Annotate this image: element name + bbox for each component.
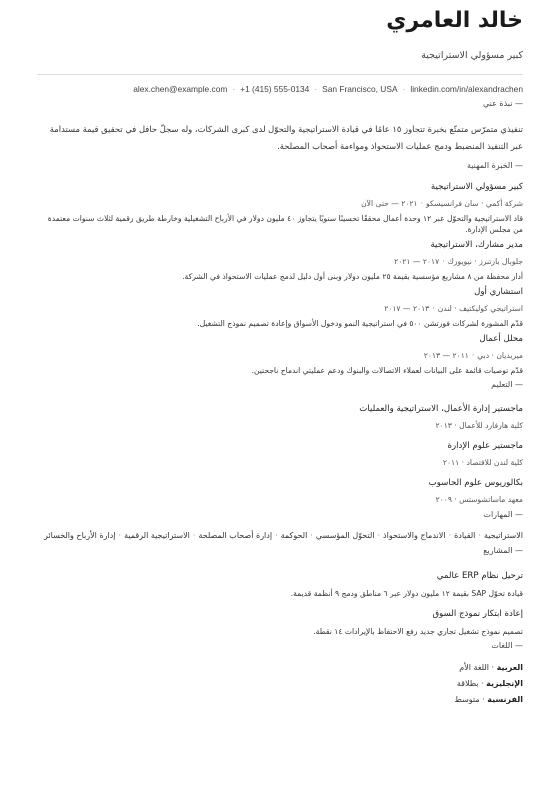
- skill-item: الاستراتيجية الرقمية: [124, 531, 190, 540]
- degree-title: ماجستير علوم الإدارة: [447, 441, 523, 451]
- degree-title: بكالوريوس علوم الحاسوب: [428, 478, 523, 488]
- section-heading-summary: — نبذة عني: [483, 99, 523, 108]
- section-heading-languages: — اللغات: [491, 641, 523, 650]
- job-description: قدّم توصيات قائمة على البيانات لعملاء الاتصالات والبنوك ودعم عمليتي اندماج ناجحتين.: [251, 366, 523, 375]
- skill-item: التحوّل المؤسسي: [315, 531, 375, 540]
- job-title: استشاري أول: [474, 287, 523, 297]
- skill-item: القيادة: [454, 531, 476, 540]
- email-link[interactable]: alex.chen@example.com: [133, 84, 228, 94]
- language-item: الإنجليزية · بطلاقة: [456, 679, 523, 688]
- experience-entry: [37, 333, 523, 376]
- job-meta: ميريديان · دبي·٢٠١١ — ٢٠١٣: [423, 351, 523, 360]
- education-entry: [37, 440, 523, 468]
- project-description: تصميم نموذج تشغيل تجاري جديد رفع الاحتفاظ بالإيرادات ١٤ نقطة.: [313, 627, 523, 636]
- project-title: إعادة ابتكار نموذج السوق: [432, 609, 523, 619]
- job-description: قدّم المشورة لشركات فورتشن ٥٠٠ في استراتيجية النمو ودخول الأسواق وإعادة تصميم نموذج التشغيل.: [197, 319, 523, 328]
- job-title: مدير مشارك، الاستراتيجية: [430, 240, 523, 250]
- skills-list: الاستراتيجية·القيادة·الاندماج والاستحواذ·التحوّل المؤسسي·الحوكمة·إدارة أصحاب المصلحة·الاستراتيجية الرقمية·إدارة الأرباح والخسائر: [43, 531, 523, 540]
- job-title: كبير مسؤولي الاستراتيجية: [430, 182, 523, 192]
- job-description: أدار محفظة من ٨ مشاريع مؤسسية بقيمة ٢٥ مليون دولار وبنى أول دليل لدمج عمليات الاستحواذ في الشركة.: [182, 272, 523, 281]
- phone-text: +1 (415) 555-0134: [240, 84, 310, 94]
- degree-meta: معهد ماساتشوستس · ٢٠٠٩: [435, 495, 523, 504]
- skill-item: إدارة أصحاب المصلحة: [198, 531, 273, 540]
- language-item: العربية · اللغة الأم: [459, 663, 523, 672]
- summary-text: تنفيذي متمرّس متمتّع بخبرة تتجاوز ١٥ عامًا في قيادة الاستراتيجية والتحوّل لدى كبرى الشركات، وله سجلّ حافل في تحقيق قيمة مستدامة عبر التنفيذ المنضبط ودمج عمليات الاستحواذ ومواءمة أصحاب المصلحة.: [49, 124, 523, 151]
- header-divider: [37, 74, 523, 75]
- experience-entry: [37, 239, 523, 282]
- job-meta: شركة أكمي · سان فرانسيسكو·٢٠٢١ — حتى الآن: [361, 199, 523, 208]
- skill-item: الحوكمة: [280, 531, 308, 540]
- candidate-title: كبير مسؤولي الاستراتيجية: [421, 50, 523, 61]
- skill-item: الاستراتيجية: [483, 531, 523, 540]
- language-item: الفرنسية · متوسط: [454, 695, 523, 704]
- job-meta: استراتيجي كوليكتيف · لندن·٢٠١٣ — ٢٠١٧: [384, 304, 523, 313]
- degree-title: ماجستير إدارة الأعمال، الاستراتيجية والعمليات: [359, 404, 523, 414]
- degree-meta: كلية لندن للاقتصاد · ٢٠١١: [442, 458, 523, 467]
- location-text: San Francisco, USA: [322, 84, 398, 94]
- section-heading-projects: — المشاريع: [483, 546, 523, 555]
- section-heading-education: — التعليم: [491, 380, 523, 389]
- skill-item: الاندماج والاستحواذ: [383, 531, 446, 540]
- candidate-name: خالد العامري: [386, 8, 523, 33]
- education-entry: [37, 477, 523, 505]
- job-meta: جلوبال بارتنرز · نيويورك·٢٠١٧ — ٢٠٢١: [394, 257, 523, 266]
- experience-entry: [37, 286, 523, 329]
- project-entry: [37, 608, 523, 637]
- job-description: قاد الاستراتيجية والتحوّل عبر ١٢ وحدة أعمال محققًا تحسينًا سنويًا يتجاوز ٤٠ مليون دولار في الأرباح التشغيلية وخارطة طريق رقمية لثلاث سنوات معتمدة من مجلس الإدارة.: [47, 214, 523, 234]
- education-entry: [37, 403, 523, 431]
- linkedin-link[interactable]: linkedin.com/in/alexandrachen: [410, 84, 523, 94]
- skill-item: إدارة الأرباح والخسائر: [43, 531, 116, 540]
- project-title: ترحيل نظام ERP عالمي: [436, 571, 523, 581]
- job-title: محلل أعمال: [479, 334, 523, 344]
- experience-entry: [37, 181, 523, 235]
- project-description: قيادة تحوّل SAP بقيمة ١٢ مليون دولار عبر ٦ مناطق ودمج ٩ أنظمة قديمة.: [290, 589, 523, 598]
- degree-meta: كلية هارفارد للأعمال · ٢٠١٣: [435, 421, 523, 430]
- project-entry: [37, 570, 523, 599]
- section-heading-skills: — المهارات: [483, 510, 523, 519]
- contact-line: alex.chen@example.com · +1 (415) 555-0134 · San Francisco, USA · linkedin.com/in/alexandrachen: [133, 84, 523, 94]
- languages-list: [37, 662, 523, 706]
- section-heading-experience: — الخبرة المهنية: [466, 161, 523, 170]
